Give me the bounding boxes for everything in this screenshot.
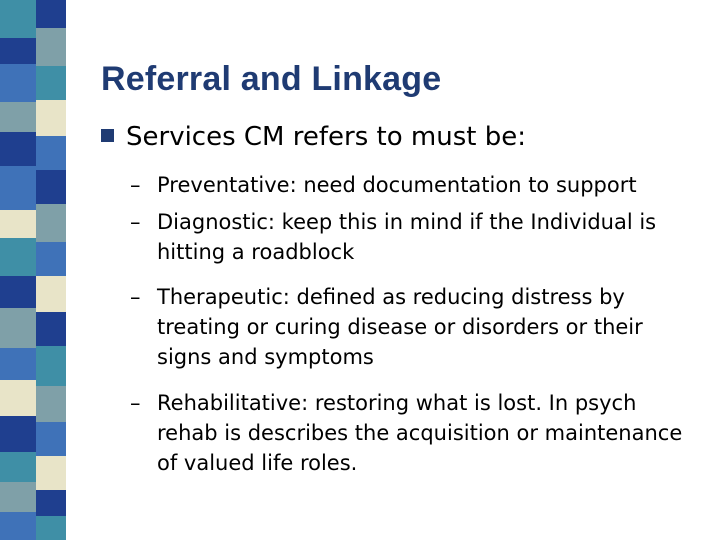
dash-icon: – (130, 173, 141, 197)
edge-block (36, 170, 66, 204)
edge-block (36, 242, 66, 276)
slide-title: Referral and Linkage (101, 60, 442, 98)
sub-bullet-diagnostic (130, 207, 700, 267)
edge-block (36, 386, 66, 422)
edge-block (0, 132, 36, 166)
edge-block (0, 416, 36, 452)
edge-block (36, 276, 66, 312)
edge-block (36, 490, 66, 516)
edge-block (36, 456, 66, 490)
edge-block (0, 166, 36, 210)
edge-block (0, 512, 36, 540)
edge-block (0, 380, 36, 416)
edge-block (0, 102, 36, 132)
edge-block (36, 0, 66, 28)
edge-block (36, 136, 66, 170)
edge-block (0, 276, 36, 308)
sub-bullet-text: Rehabilitative: restoring what is lost. In psych rehab is describes the acquisition or maintenance of valued life roles. (157, 391, 683, 475)
edge-block (36, 66, 66, 100)
edge-block (36, 204, 66, 242)
square-bullet-icon (101, 129, 114, 142)
edge-block (36, 28, 66, 66)
sub-bullet-text: Therapeutic: defined as reducing distress by treating or curing disease or disorders or their signs and symptoms (157, 285, 643, 369)
edge-block (0, 38, 36, 64)
dash-icon: – (130, 210, 141, 234)
edge-block (0, 0, 36, 38)
dash-icon: – (130, 285, 141, 309)
edge-block (0, 210, 36, 238)
edge-block (0, 238, 36, 276)
edge-block (36, 346, 66, 386)
edge-block (36, 516, 66, 540)
bullet-level-1 (101, 122, 701, 152)
bullet-text: Services CM refers to must be: (126, 122, 526, 152)
dash-icon: – (130, 391, 141, 415)
edge-block (36, 312, 66, 346)
edge-block (0, 64, 36, 102)
sub-bullet-therapeutic (130, 282, 700, 372)
edge-block (0, 482, 36, 512)
edge-block (36, 422, 66, 456)
edge-block (0, 308, 36, 348)
edge-block (0, 348, 36, 380)
edge-block (0, 452, 36, 482)
sub-bullet-rehabilitative (130, 388, 700, 478)
edge-block (36, 100, 66, 136)
sub-bullet-text: Preventative: need documentation to support (157, 173, 637, 197)
sub-bullet-preventative (130, 170, 700, 200)
sub-bullet-text: Diagnostic: keep this in mind if the Individual is hitting a roadblock (157, 210, 657, 264)
decorative-edge (0, 0, 66, 540)
